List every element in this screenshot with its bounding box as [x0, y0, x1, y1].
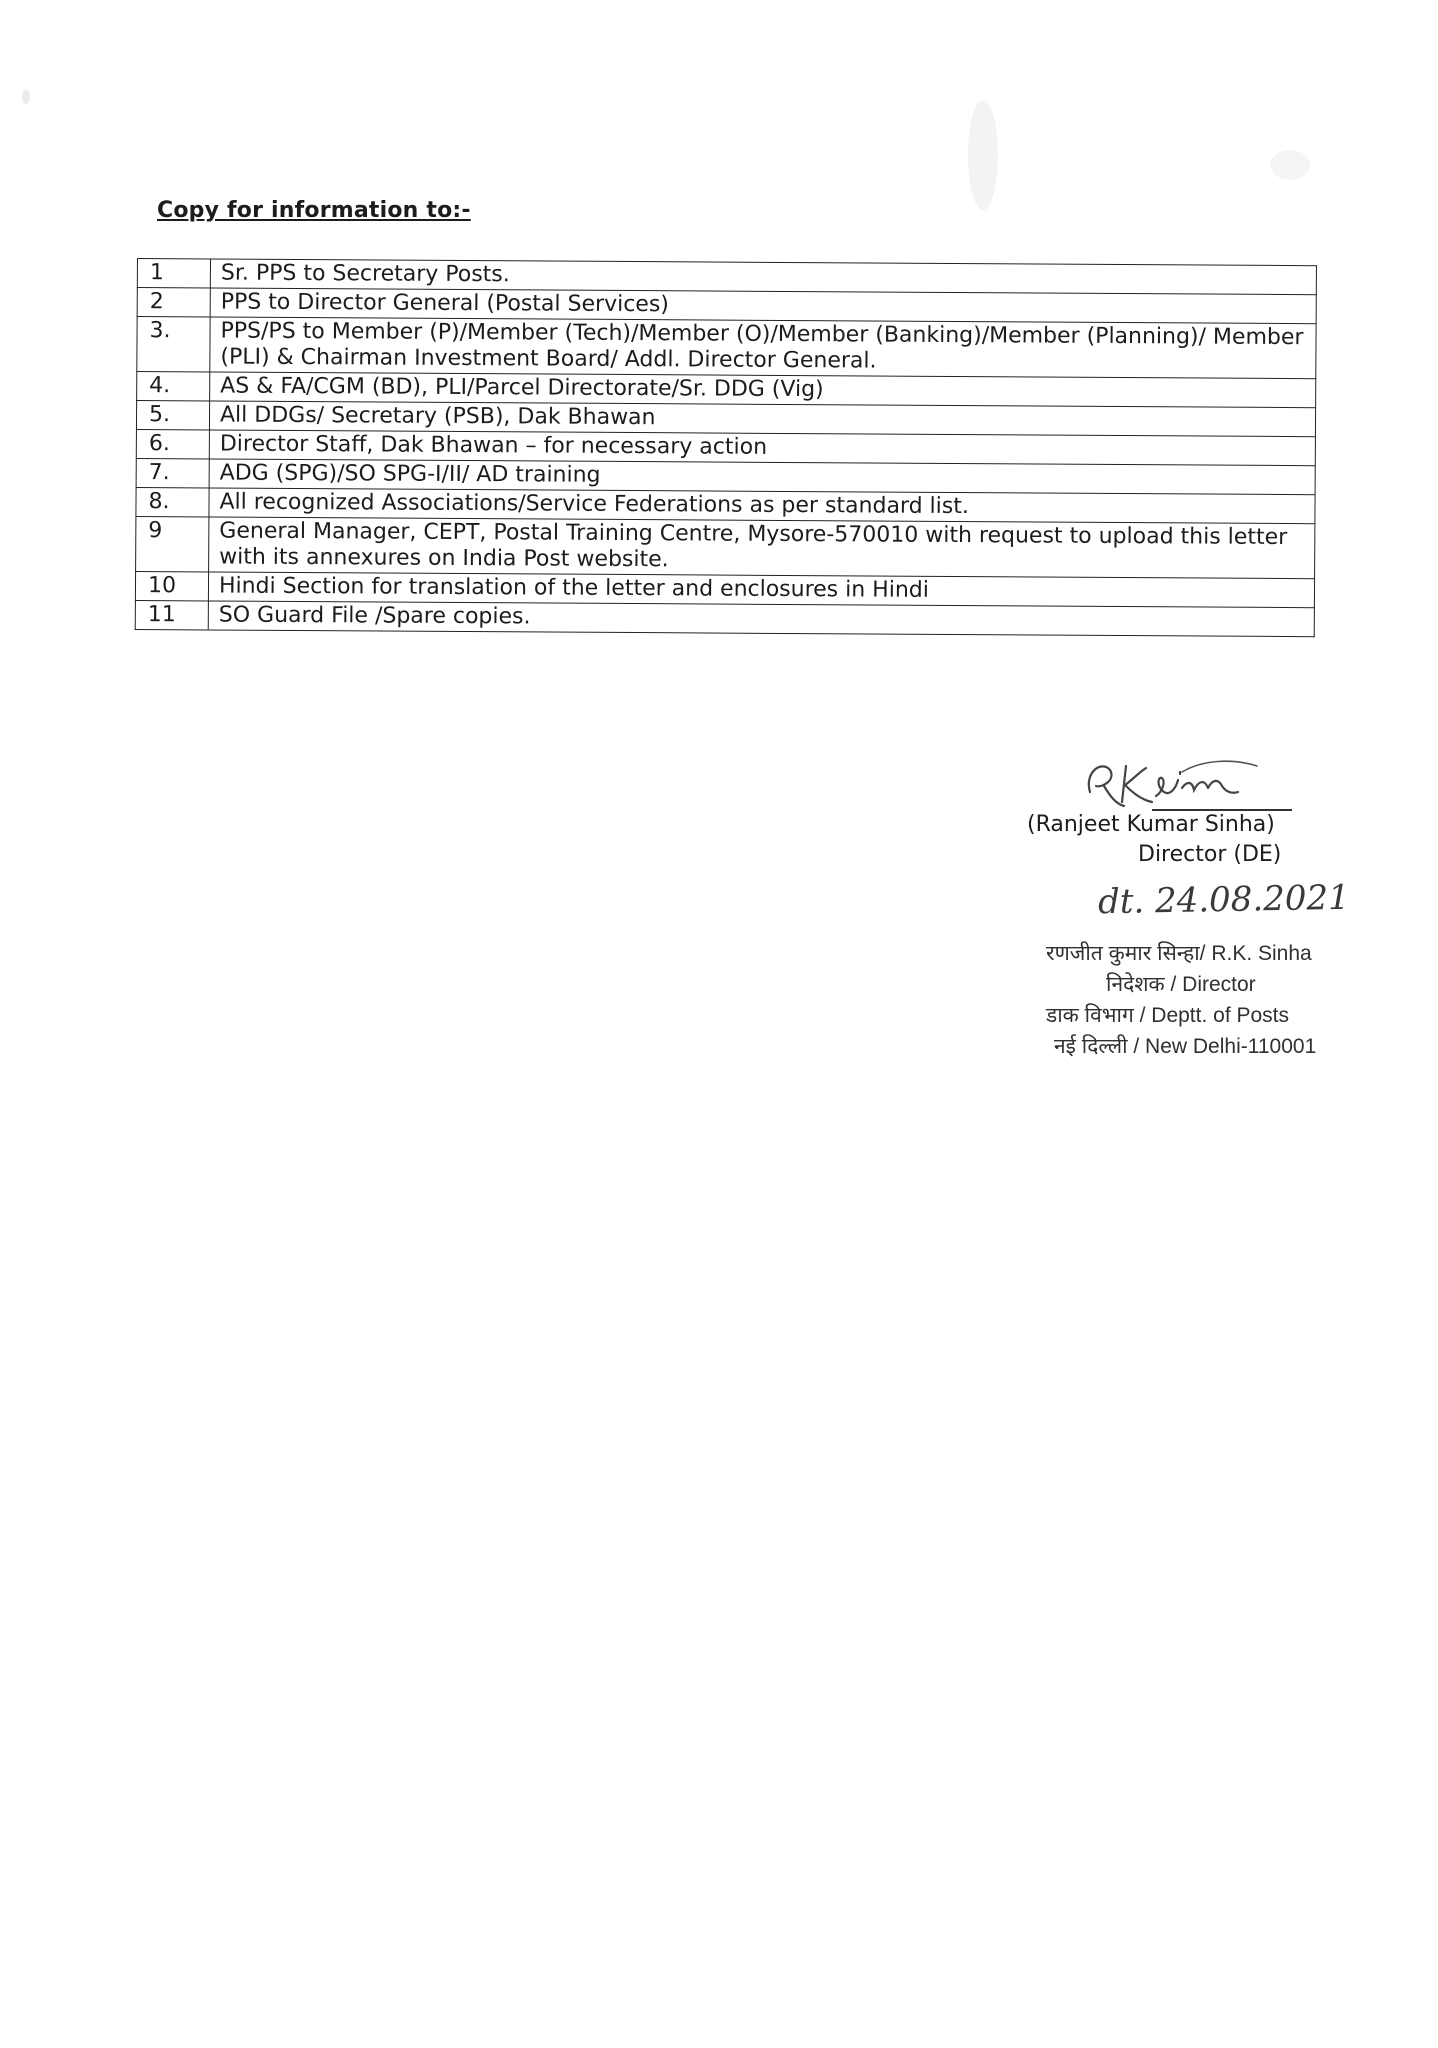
handwritten-date: dt. 24.08.2021	[1097, 877, 1351, 923]
scan-smudge	[1270, 150, 1310, 180]
row-number: 8.	[136, 487, 209, 516]
table-row	[137, 317, 1316, 379]
row-number: 7.	[136, 458, 209, 487]
scan-smudge	[22, 90, 30, 104]
row-text: ADG (SPG)/SO SPG-I/II/ AD training	[209, 459, 1315, 495]
row-text: All recognized Associations/Service Federations as per standard list.	[209, 488, 1315, 524]
row-number: 4.	[137, 372, 210, 401]
row-number: 1	[137, 259, 210, 288]
row-number: 2	[137, 288, 210, 317]
table-row	[135, 600, 1314, 636]
scan-smudge	[968, 100, 998, 210]
row-text: All DDGs/ Secretary (PSB), Dak Bhawan	[209, 401, 1315, 437]
row-text: Hindi Section for translation of the letter and enclosures in Hindi	[208, 572, 1314, 608]
stamp-line-location: नई दिल्ली / New Delhi-110001	[1054, 1035, 1317, 1058]
official-stamp	[1040, 938, 1370, 1062]
row-text: Sr. PPS to Secretary Posts.	[210, 259, 1316, 295]
row-text: PPS/PS to Member (P)/Member (Tech)/Member (O)/Member (Banking)/Member (Planning)/ Member (PLI) & Chairman Investment Board/ Addl. Director General.	[210, 317, 1316, 379]
row-text: General Manager, CEPT, Postal Training Centre, Mysore-570010 with request to upload this letter with its annexures on India Post website.	[209, 517, 1315, 579]
row-text: SO Guard File /Spare copies.	[208, 601, 1314, 637]
copy-list-table	[135, 258, 1317, 637]
signature-image	[1082, 752, 1312, 814]
row-number: 3.	[137, 317, 210, 372]
row-text: AS & FA/CGM (BD), PLI/Parcel Directorate/Sr. DDG (Vig)	[210, 372, 1316, 408]
row-number: 5.	[136, 401, 209, 430]
row-text: Director Staff, Dak Bhawan – for necessary action	[209, 430, 1315, 466]
stamp-line-designation: निदेशक / Director	[1106, 973, 1256, 996]
stamp-line-name: रणजीत कुमार सिन्हा/ R.K. Sinha	[1046, 942, 1312, 965]
row-number: 6.	[136, 429, 209, 458]
row-number: 11	[135, 600, 208, 629]
row-number: 9	[136, 516, 209, 571]
table-row	[136, 516, 1315, 578]
signatory-name: (Ranjeet Kumar Sinha)	[1027, 812, 1275, 837]
stamp-line-department: डाक विभाग / Deptt. of Posts	[1046, 1004, 1290, 1027]
page-heading: Copy for information to:-	[157, 198, 471, 223]
row-number: 10	[135, 571, 208, 600]
signatory-designation: Director (DE)	[1138, 842, 1282, 867]
row-text: PPS to Director General (Postal Services)	[210, 288, 1316, 324]
